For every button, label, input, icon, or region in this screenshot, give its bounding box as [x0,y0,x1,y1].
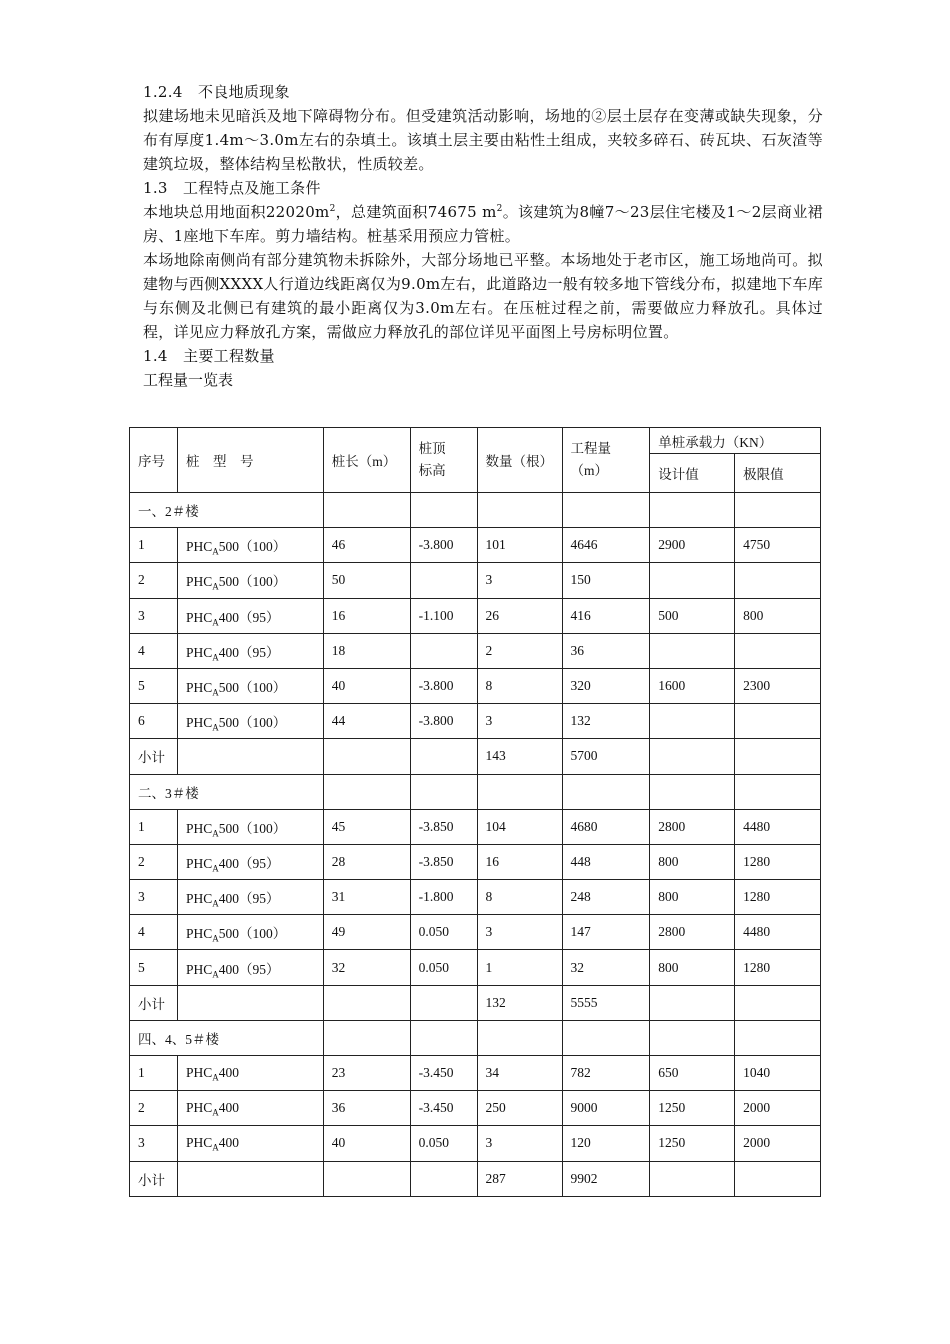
empty-cell [177,739,323,774]
table-row [130,915,821,950]
subtotal-row [130,739,821,774]
header-top-elevation [410,428,477,493]
cell-length: 40 [323,1126,410,1161]
cell-limit [735,704,821,739]
area-text: 本地块总用地面积22020m [143,203,330,221]
table-row [130,598,821,633]
cell-top: -3.450 [410,1056,477,1091]
subtotal-count: 132 [477,985,562,1020]
cell-work: 320 [562,668,650,703]
cell-length: 32 [323,950,410,985]
cell-limit: 2000 [735,1091,821,1126]
table-row [130,668,821,703]
type-prefix: PHC [185,574,213,590]
type-prefix: PHC [185,680,213,696]
cell-count: 101 [477,528,562,563]
cell-limit: 2000 [735,1126,821,1161]
superscript: 2 [496,204,503,214]
cell-count: 250 [477,1091,562,1126]
cell-design: 1600 [650,668,735,703]
table-row [130,633,821,668]
empty-cell [735,985,821,1020]
empty-cell [410,493,477,528]
cell-length: 44 [323,704,410,739]
cell-work: 248 [562,880,650,915]
empty-cell [650,1161,735,1196]
cell-work: 150 [562,563,650,598]
cell-limit: 1280 [735,950,821,985]
cell-top: 0.050 [410,1126,477,1161]
type-spec: 400 [218,1065,239,1081]
cell-seq: 5 [130,668,178,703]
type-prefix: PHC [185,1065,213,1081]
cell-design [650,563,735,598]
empty-cell [323,739,410,774]
cell-length: 28 [323,844,410,879]
cell-work: 132 [562,704,650,739]
cell-top: -3.800 [410,668,477,703]
empty-cell [562,493,650,528]
type-subscript: A [212,617,219,628]
header-top-line1: 桩顶 [418,441,446,456]
empty-cell [650,739,735,774]
type-subscript: A [212,863,219,874]
cell-seq: 4 [130,915,178,950]
header-type: 桩 型 号 [177,428,323,493]
section-1-3-paragraph-2: 本场地除南侧尚有部分建筑物未拆除外，大部分场地已平整。本场地处于老市区，施工场地尚可。拟建物与西侧XXXX人行道边线距离仅为9.0m左右，此道路边一般有较多地下管线分布，拟建地下车库与东侧及北侧已有建筑的最小距离仅为3.0m左右。在压桩过程之前，需要做应力释放孔。具体过程，详见应力释放孔方案，需做应力释放孔的部位详见平面图上号房标明位置。 [143,251,823,341]
building-area-text: ，总建筑面积74675 m [335,203,497,221]
cell-count: 104 [477,809,562,844]
empty-cell [477,1020,562,1055]
cell-seq: 1 [130,1056,178,1091]
cell-limit: 2300 [735,668,821,703]
cell-work: 9000 [562,1091,650,1126]
cell-type [177,809,323,844]
cell-length: 49 [323,915,410,950]
type-subscript: A [212,969,219,980]
type-spec: 500（100） [218,715,287,731]
cell-type [177,1091,323,1126]
type-subscript: A [212,546,219,557]
table-row [130,1091,821,1126]
type-prefix: PHC [185,820,213,836]
cell-length: 16 [323,598,410,633]
subtotal-count: 287 [477,1161,562,1196]
section-1-3-title: 1.3 工程特点及施工条件 [143,179,321,197]
cell-count: 3 [477,1126,562,1161]
empty-cell [477,493,562,528]
empty-cell [323,985,410,1020]
type-prefix: PHC [185,539,213,555]
cell-top: -3.800 [410,528,477,563]
group-title-row [130,774,821,809]
cell-seq: 2 [130,844,178,879]
cell-design: 500 [650,598,735,633]
empty-cell [650,774,735,809]
table-row [130,950,821,985]
cell-work: 36 [562,633,650,668]
table-row [130,1126,821,1161]
cell-seq: 3 [130,880,178,915]
empty-cell [650,493,735,528]
cell-length: 31 [323,880,410,915]
cell-design: 800 [650,950,735,985]
cell-type [177,950,323,985]
type-prefix: PHC [185,715,213,731]
empty-cell [410,774,477,809]
cell-type [177,633,323,668]
cell-work: 4646 [562,528,650,563]
cell-length: 45 [323,809,410,844]
empty-cell [650,1020,735,1055]
group-title: 四、4、5＃楼 [130,1020,324,1055]
subtotal-count: 143 [477,739,562,774]
cell-top: -3.800 [410,704,477,739]
cell-length: 46 [323,528,410,563]
header-seq: 序号 [130,428,178,493]
cell-count: 3 [477,563,562,598]
cell-seq: 5 [130,950,178,985]
header-count: 数量（根） [477,428,562,493]
section-1-3-paragraph-1 [143,200,823,248]
cell-top [410,563,477,598]
cell-seq: 1 [130,809,178,844]
type-spec: 400 [218,1100,239,1116]
cell-work: 147 [562,915,650,950]
table-row [130,563,821,598]
cell-count: 1 [477,950,562,985]
empty-cell [177,1161,323,1196]
cell-top: -3.450 [410,1091,477,1126]
type-subscript: A [212,934,219,945]
cell-design [650,704,735,739]
cell-count: 34 [477,1056,562,1091]
subtotal-work: 5700 [562,739,650,774]
table-row [130,528,821,563]
cell-top: -1.800 [410,880,477,915]
type-subscript: A [212,582,219,593]
empty-cell [562,1020,650,1055]
subtotal-label: 小计 [130,985,178,1020]
subtotal-row [130,1161,821,1196]
empty-cell [323,1020,410,1055]
type-spec: 400 [218,1135,239,1151]
cell-type [177,704,323,739]
cell-count: 3 [477,915,562,950]
type-prefix: PHC [185,1135,213,1151]
table-row [130,880,821,915]
cell-count: 2 [477,633,562,668]
cell-seq: 2 [130,563,178,598]
type-spec: 400（95） [218,855,280,871]
table-row [130,1056,821,1091]
subtotal-row [130,985,821,1020]
type-spec: 400（95） [218,961,280,977]
type-prefix: PHC [185,644,213,660]
cell-design: 2900 [650,528,735,563]
header-capacity: 单桩承载力（KN） [650,428,821,454]
table-header-row [130,428,821,454]
superscript: 2 [329,204,336,214]
empty-cell [323,1161,410,1196]
empty-cell [735,493,821,528]
type-prefix: PHC [185,926,213,942]
building-desc-text: 。该建筑为8幢7～23层住宅楼及1～2层商业裙房、1座地下车库。剪力墙结构。桩基采用预应力管桩。 [143,203,823,245]
section-1-4-title: 1.4 主要工程数量 [143,347,275,365]
cell-type [177,1056,323,1091]
header-work [562,428,650,493]
cell-length: 36 [323,1091,410,1126]
cell-count: 16 [477,844,562,879]
cell-seq: 3 [130,1126,178,1161]
type-spec: 500（100） [218,680,287,696]
empty-cell [410,1161,477,1196]
cell-type [177,528,323,563]
empty-cell [177,985,323,1020]
type-spec: 500（100） [218,926,287,942]
group-title-row [130,493,821,528]
section-1-2-4-paragraph: 拟建场地未见暗浜及地下障碍物分布。但受建筑活动影响，场地的②层土层存在变薄或缺失现象，分布有厚度1.4m～3.0m左右的杂填土。该填土层主要由粘性土组成，夹较多碎石、砖瓦块、石灰渣等建筑垃圾，整体结构呈松散状，性质较差。 [143,107,823,173]
cell-seq: 1 [130,528,178,563]
type-subscript: A [212,1072,219,1083]
group-title-row [130,1020,821,1055]
cell-top: -1.100 [410,598,477,633]
type-subscript: A [212,1107,219,1118]
type-subscript: A [212,828,219,839]
subtotal-label: 小计 [130,1161,178,1196]
empty-cell [735,774,821,809]
empty-cell [323,493,410,528]
empty-cell [410,985,477,1020]
cell-seq: 3 [130,598,178,633]
header-length: 桩长（m） [323,428,410,493]
cell-top: 0.050 [410,915,477,950]
cell-length: 23 [323,1056,410,1091]
cell-seq: 4 [130,633,178,668]
section-1-2-4-title: 1.2.4 不良地质现象 [143,83,290,101]
cell-limit: 800 [735,598,821,633]
cell-seq: 6 [130,704,178,739]
type-spec: 500（100） [218,820,287,836]
cell-design: 2800 [650,809,735,844]
table-row [130,844,821,879]
cell-type [177,1126,323,1161]
cell-limit: 1280 [735,880,821,915]
cell-limit: 1040 [735,1056,821,1091]
empty-cell [410,739,477,774]
table-row [130,704,821,739]
empty-cell [735,739,821,774]
type-subscript: A [212,722,219,733]
cell-top: -3.850 [410,844,477,879]
type-subscript: A [212,898,219,909]
type-subscript: A [212,687,219,698]
table-row [130,809,821,844]
cell-seq: 2 [130,1091,178,1126]
cell-limit [735,563,821,598]
cell-design: 800 [650,880,735,915]
type-spec: 400（95） [218,609,280,625]
empty-cell [650,985,735,1020]
type-subscript: A [212,652,219,663]
cell-type [177,668,323,703]
type-spec: 400（95） [218,891,280,907]
cell-work: 448 [562,844,650,879]
type-spec: 500（100） [218,574,287,590]
document-body [143,80,823,392]
cell-type [177,563,323,598]
cell-design [650,633,735,668]
empty-cell [735,1161,821,1196]
cell-design: 650 [650,1056,735,1091]
header-work-line2: （m） [570,463,609,478]
cell-type [177,880,323,915]
cell-design: 800 [650,844,735,879]
table-caption: 工程量一览表 [143,371,234,389]
type-prefix: PHC [185,961,213,977]
type-prefix: PHC [185,855,213,871]
subtotal-work: 9902 [562,1161,650,1196]
group-title: 一、2＃楼 [130,493,324,528]
empty-cell [323,774,410,809]
cell-work: 120 [562,1126,650,1161]
cell-type [177,844,323,879]
cell-count: 3 [477,704,562,739]
cell-limit: 4480 [735,809,821,844]
cell-limit: 4480 [735,915,821,950]
header-limit: 极限值 [735,454,821,493]
cell-count: 8 [477,880,562,915]
cell-length: 18 [323,633,410,668]
type-prefix: PHC [185,891,213,907]
empty-cell [477,774,562,809]
cell-work: 782 [562,1056,650,1091]
type-subscript: A [212,1143,219,1154]
cell-work: 32 [562,950,650,985]
type-spec: 400（95） [218,644,280,660]
cell-limit [735,633,821,668]
quantity-table [129,427,821,1197]
cell-count: 26 [477,598,562,633]
cell-count: 8 [477,668,562,703]
cell-top [410,633,477,668]
cell-type [177,598,323,633]
cell-length: 40 [323,668,410,703]
empty-cell [410,1020,477,1055]
cell-top: -3.850 [410,809,477,844]
type-prefix: PHC [185,1100,213,1116]
cell-work: 416 [562,598,650,633]
header-work-line1: 工程量 [570,441,612,456]
cell-design: 1250 [650,1091,735,1126]
cell-top: 0.050 [410,950,477,985]
cell-length: 50 [323,563,410,598]
header-design: 设计值 [650,454,735,493]
subtotal-work: 5555 [562,985,650,1020]
empty-cell [735,1020,821,1055]
empty-cell [562,774,650,809]
cell-design: 2800 [650,915,735,950]
cell-limit: 1280 [735,844,821,879]
subtotal-label: 小计 [130,739,178,774]
header-top-line2: 标高 [418,463,446,478]
type-spec: 500（100） [218,539,287,555]
group-title: 二、3＃楼 [130,774,324,809]
cell-type [177,915,323,950]
cell-work: 4680 [562,809,650,844]
cell-design: 1250 [650,1126,735,1161]
cell-limit: 4750 [735,528,821,563]
type-prefix: PHC [185,609,213,625]
